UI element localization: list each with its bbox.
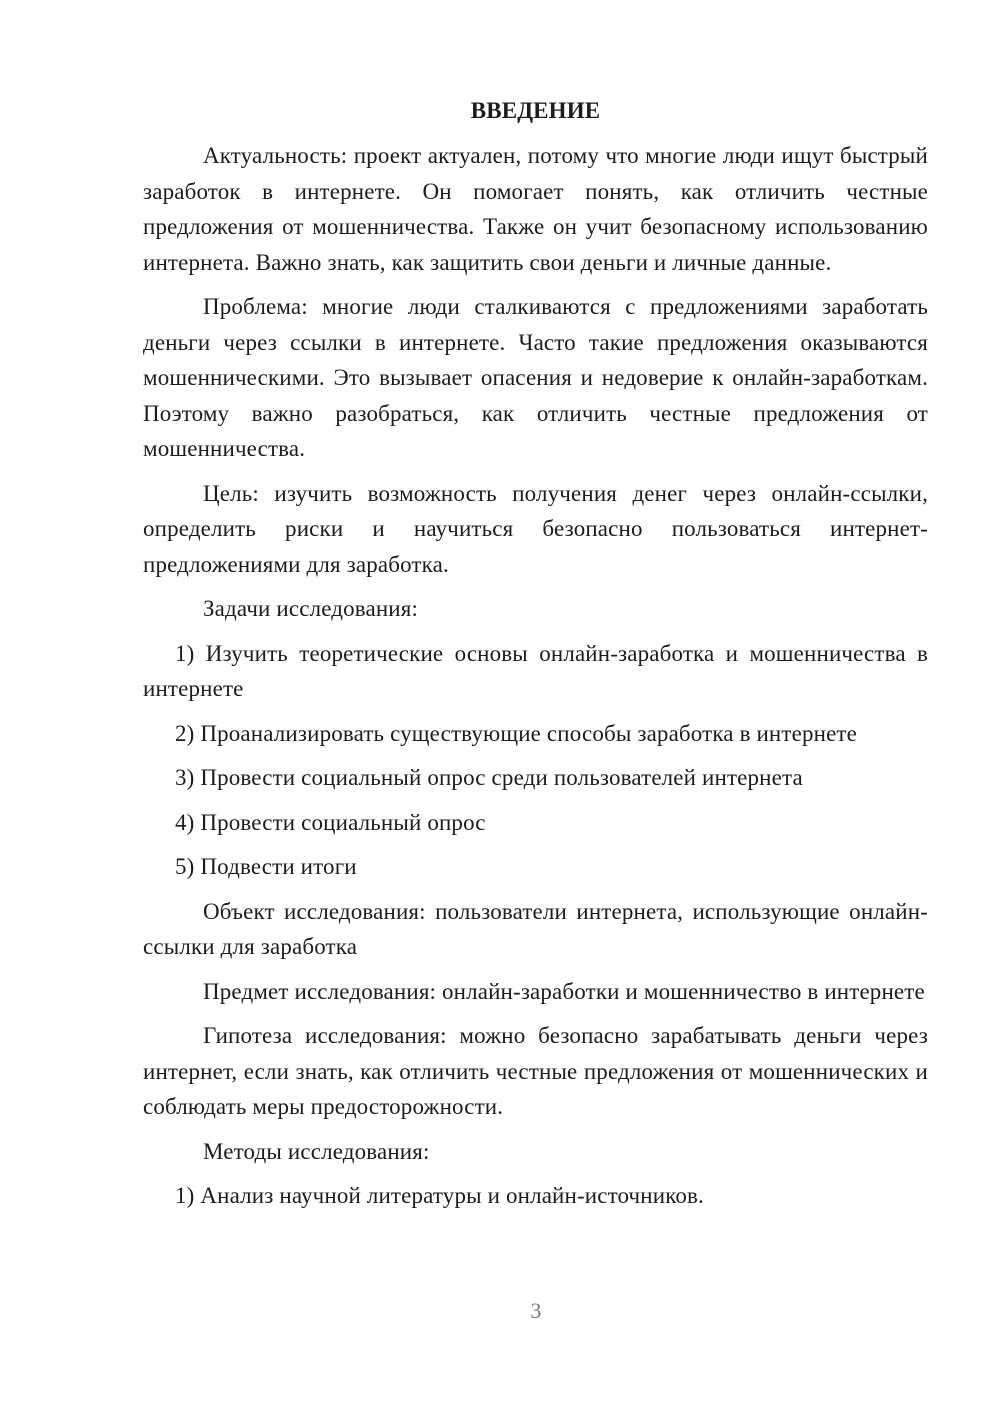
tasks-heading: Задачи исследования: <box>203 596 419 621</box>
relevance-paragraph: Актуальность: проект актуален, потому что многие люди ищут быстрый заработок в интернете. Он помогает понять, как отличить честные предложения от мошенничества. Также он учит безопасному использованию интернета. Важно знать, как защитить свои деньги и личные данные. <box>143 143 928 275</box>
hypothesis-paragraph: Гипотеза исследования: можно безопасно зарабатывать деньги через интернет, если знать, как отличить честные предложения от мошеннических и соблюдать меры предосторожности. <box>143 1023 928 1119</box>
object-paragraph: Объект исследования: пользователи интернета, использующие онлайн-ссылки для заработка <box>143 898 928 959</box>
task-item: 4) Провести социальный опрос <box>175 809 486 835</box>
goal-paragraph: Цель: изучить возможность получения денег через онлайн-ссылки, определить риски и научиться безопасно пользоваться интернет-предложениями для заработка. <box>143 480 928 577</box>
section-title: ВВЕДЕНИЕ <box>470 98 601 123</box>
task-item: 1) Изучить теоретические основы онлайн-заработка и мошенничества в интернете <box>143 640 928 701</box>
method-item: 1) Анализ научной литературы и онлайн-источников. <box>175 1183 704 1208</box>
task-item: 5) Подвести итоги <box>175 854 357 879</box>
problem-paragraph: Проблема: многие люди сталкиваются с предложениями заработать деньги через ссылки в интернете. Часто такие предложения оказываются мошенническими. Это вызывает опасения и недоверие к онлайн-заработкам. Поэтому важно разобраться, как отличить честные предложения от мошенничества. <box>143 294 928 461</box>
page-number: 3 <box>530 1298 542 1323</box>
methods-list <box>143 1178 928 1214</box>
page-content <box>143 96 928 1223</box>
tasks-list <box>143 636 928 885</box>
subject-paragraph: Предмет исследования: онлайн-заработки и мошенничество в интернете <box>203 978 925 1004</box>
task-item: 2) Проанализировать существующие способы заработка в интернете <box>175 720 857 746</box>
task-item: 3) Провести социальный опрос среди пользователей интернета <box>175 765 803 790</box>
methods-heading: Методы исследования: <box>203 1138 430 1164</box>
